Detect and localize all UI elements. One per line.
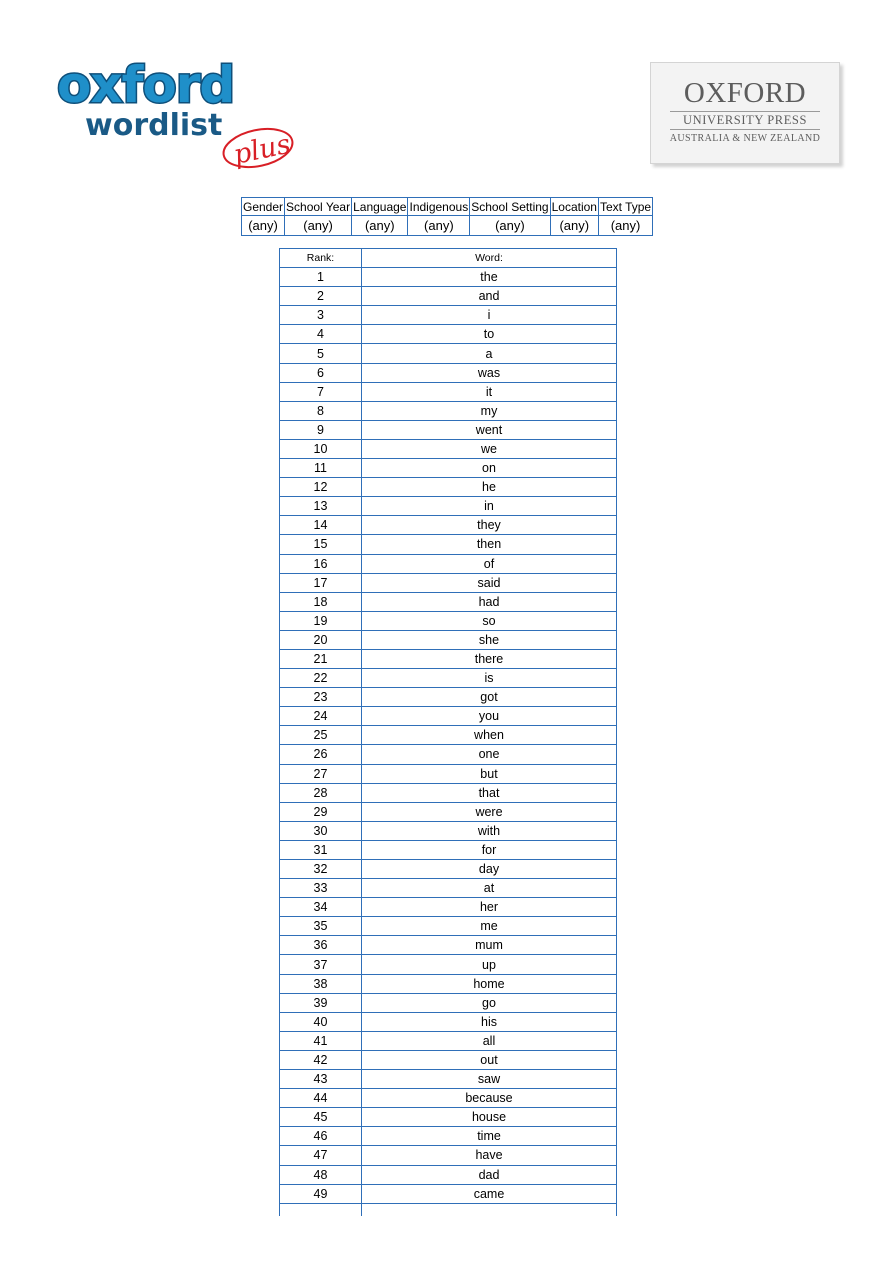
word-cell: so — [362, 611, 617, 630]
rank-cell: 34 — [280, 898, 362, 917]
table-row — [280, 802, 617, 821]
word-cell: got — [362, 688, 617, 707]
logo-plus-text: plus — [230, 128, 294, 171]
table-row — [280, 936, 617, 955]
word-cell: that — [362, 783, 617, 802]
table-row — [280, 630, 617, 649]
rank-cell: 4 — [280, 325, 362, 344]
rank-cell: 39 — [280, 993, 362, 1012]
word-cell: said — [362, 573, 617, 592]
rank-cell: 6 — [280, 363, 362, 382]
word-cell: the — [362, 268, 617, 287]
filter-label: Language — [353, 199, 407, 214]
word-cell: her — [362, 898, 617, 917]
word-cell: home — [362, 974, 617, 993]
table-row — [280, 344, 617, 363]
table-row — [280, 821, 617, 840]
rank-cell: 24 — [280, 707, 362, 726]
rank-cell — [280, 1203, 362, 1216]
word-cell: you — [362, 707, 617, 726]
table-row — [280, 783, 617, 802]
table-row — [280, 401, 617, 420]
word-cell: and — [362, 287, 617, 306]
table-row — [280, 898, 617, 917]
table-row — [280, 325, 617, 344]
rank-cell: 10 — [280, 439, 362, 458]
table-row — [280, 516, 617, 535]
word-cell: came — [362, 1184, 617, 1203]
rank-cell: 3 — [280, 306, 362, 325]
table-row — [280, 535, 617, 554]
filter-label: Gender — [243, 199, 284, 214]
word-cell: one — [362, 745, 617, 764]
table-row — [280, 840, 617, 859]
word-cell: they — [362, 516, 617, 535]
table-row — [280, 993, 617, 1012]
table-row — [280, 268, 617, 287]
word-header: Word: — [362, 249, 617, 268]
filter-value: (any) — [550, 216, 598, 236]
word-cell: day — [362, 860, 617, 879]
table-row — [280, 917, 617, 936]
rank-cell: 35 — [280, 917, 362, 936]
word-cell: i — [362, 306, 617, 325]
word-cell: a — [362, 344, 617, 363]
word-cell: had — [362, 592, 617, 611]
table-row — [280, 592, 617, 611]
word-cell: there — [362, 649, 617, 668]
rank-cell: 13 — [280, 497, 362, 516]
table-row — [280, 1089, 617, 1108]
rank-cell: 36 — [280, 936, 362, 955]
word-cell: for — [362, 840, 617, 859]
word-cell: on — [362, 459, 617, 478]
filter-label: School Year — [286, 199, 351, 214]
rank-cell: 5 — [280, 344, 362, 363]
word-cell: it — [362, 382, 617, 401]
logo-wordlist-text: wordlist — [85, 108, 223, 143]
table-row — [280, 554, 617, 573]
filter-label: Text Type — [599, 199, 652, 214]
word-cell: dad — [362, 1165, 617, 1184]
word-cell: she — [362, 630, 617, 649]
table-row — [280, 955, 617, 974]
table-row — [280, 382, 617, 401]
rank-cell: 45 — [280, 1108, 362, 1127]
table-row — [280, 459, 617, 478]
table-row — [280, 1031, 617, 1050]
word-cell: went — [362, 420, 617, 439]
filter-label: School Setting — [471, 199, 549, 214]
rank-cell: 41 — [280, 1031, 362, 1050]
table-row — [280, 1070, 617, 1089]
oup-logo — [650, 62, 840, 164]
rank-header: Rank: — [280, 249, 362, 268]
rank-cell: 28 — [280, 783, 362, 802]
oup-divider — [670, 129, 820, 130]
rank-cell: 18 — [280, 592, 362, 611]
table-row — [280, 1127, 617, 1146]
rank-cell: 22 — [280, 669, 362, 688]
word-cell: saw — [362, 1070, 617, 1089]
rank-cell: 2 — [280, 287, 362, 306]
table-row — [280, 611, 617, 630]
word-cell — [362, 1203, 617, 1216]
word-cell: we — [362, 439, 617, 458]
word-cell: me — [362, 917, 617, 936]
logo-oxford-text: oxford — [57, 56, 235, 114]
filters-table — [241, 197, 653, 236]
table-row — [280, 1050, 617, 1069]
filter-label: Location — [551, 199, 597, 214]
word-cell: at — [362, 879, 617, 898]
table-row — [280, 439, 617, 458]
word-cell: he — [362, 478, 617, 497]
table-row — [280, 764, 617, 783]
table-row — [280, 1184, 617, 1203]
rank-cell: 7 — [280, 382, 362, 401]
filter-value: (any) — [352, 216, 408, 236]
word-cell: have — [362, 1146, 617, 1165]
rank-cell: 37 — [280, 955, 362, 974]
rank-cell: 16 — [280, 554, 362, 573]
rank-cell: 40 — [280, 1012, 362, 1031]
word-cell: was — [362, 363, 617, 382]
rank-cell: 32 — [280, 860, 362, 879]
table-row — [280, 497, 617, 516]
rank-cell: 21 — [280, 649, 362, 668]
rank-cell: 48 — [280, 1165, 362, 1184]
rank-cell: 12 — [280, 478, 362, 497]
rank-cell: 44 — [280, 1089, 362, 1108]
table-row — [280, 287, 617, 306]
word-cell: were — [362, 802, 617, 821]
oup-region: AUSTRALIA & NEW ZEALAND — [669, 133, 821, 144]
rank-cell: 29 — [280, 802, 362, 821]
table-row — [280, 363, 617, 382]
word-cell: in — [362, 497, 617, 516]
rank-cell: 38 — [280, 974, 362, 993]
table-row — [280, 478, 617, 497]
oup-title: OXFORD — [683, 77, 807, 109]
rank-cell: 27 — [280, 764, 362, 783]
word-cell: his — [362, 1012, 617, 1031]
table-row-partial — [280, 1203, 617, 1216]
rank-cell: 25 — [280, 726, 362, 745]
table-row — [280, 879, 617, 898]
table-row — [280, 420, 617, 439]
word-cell: when — [362, 726, 617, 745]
filter-value: (any) — [285, 216, 352, 236]
filter-value: (any) — [470, 216, 550, 236]
word-cell: to — [362, 325, 617, 344]
word-cell: house — [362, 1108, 617, 1127]
rank-cell: 30 — [280, 821, 362, 840]
table-header-row — [280, 249, 617, 268]
table-row — [280, 306, 617, 325]
rank-cell: 42 — [280, 1050, 362, 1069]
rank-cell: 14 — [280, 516, 362, 535]
word-cell: time — [362, 1127, 617, 1146]
rank-cell: 20 — [280, 630, 362, 649]
rank-cell: 47 — [280, 1146, 362, 1165]
oup-divider — [670, 111, 820, 112]
rank-cell: 43 — [280, 1070, 362, 1089]
table-row — [280, 649, 617, 668]
table-row — [280, 745, 617, 764]
word-cell: up — [362, 955, 617, 974]
rank-cell: 11 — [280, 459, 362, 478]
rank-cell: 33 — [280, 879, 362, 898]
rank-cell: 23 — [280, 688, 362, 707]
table-row — [280, 707, 617, 726]
rank-cell: 9 — [280, 420, 362, 439]
table-row — [280, 1108, 617, 1127]
filter-value: (any) — [408, 216, 470, 236]
table-row — [280, 726, 617, 745]
table-row — [280, 974, 617, 993]
word-cell: is — [362, 669, 617, 688]
rank-cell: 1 — [280, 268, 362, 287]
filter-value: (any) — [242, 216, 285, 236]
rank-cell: 15 — [280, 535, 362, 554]
word-cell: because — [362, 1089, 617, 1108]
table-row — [280, 669, 617, 688]
table-row — [280, 573, 617, 592]
table-row — [280, 688, 617, 707]
word-cell: mum — [362, 936, 617, 955]
table-row — [280, 860, 617, 879]
rank-cell: 8 — [280, 401, 362, 420]
oxford-wordlist-plus-logo — [55, 52, 300, 176]
word-cell: my — [362, 401, 617, 420]
word-cell: all — [362, 1031, 617, 1050]
wordlist-table — [279, 248, 617, 1216]
word-cell: go — [362, 993, 617, 1012]
rank-cell: 46 — [280, 1127, 362, 1146]
table-row — [280, 1165, 617, 1184]
word-cell: out — [362, 1050, 617, 1069]
word-cell: of — [362, 554, 617, 573]
word-cell: then — [362, 535, 617, 554]
table-row — [280, 1012, 617, 1031]
table-row — [280, 1146, 617, 1165]
oup-subtitle: UNIVERSITY PRESS — [682, 113, 808, 127]
word-cell: with — [362, 821, 617, 840]
rank-cell: 17 — [280, 573, 362, 592]
filter-label: Indigenous — [409, 199, 469, 214]
filter-value: (any) — [598, 216, 652, 236]
word-cell: but — [362, 764, 617, 783]
rank-cell: 26 — [280, 745, 362, 764]
rank-cell: 31 — [280, 840, 362, 859]
rank-cell: 19 — [280, 611, 362, 630]
rank-cell: 49 — [280, 1184, 362, 1203]
